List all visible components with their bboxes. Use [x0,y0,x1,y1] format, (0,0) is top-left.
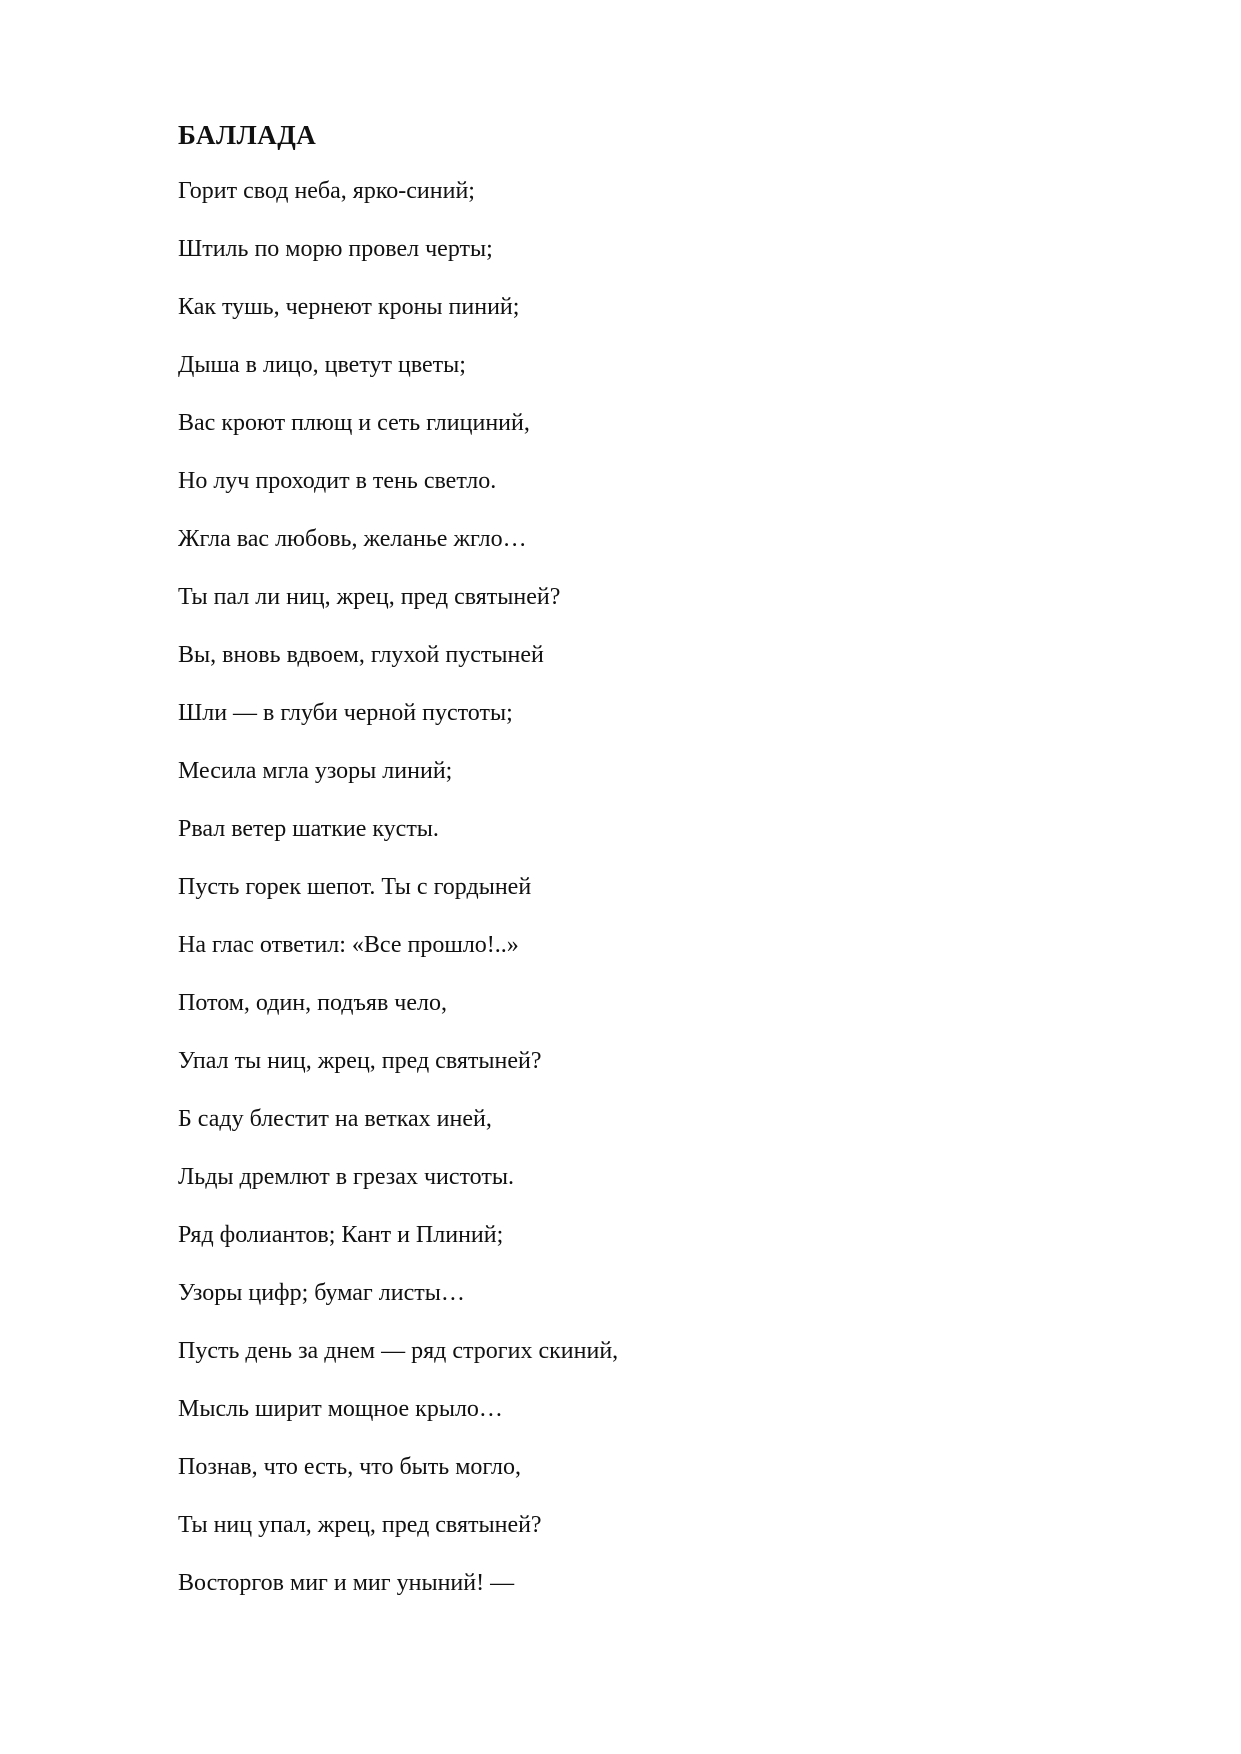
poem-body [178,176,618,1626]
poem-line: Дыша в лицо, цветут цветы; [178,352,466,378]
poem-line: Месила мгла узоры линий; [178,758,453,784]
poem-line: Мысль ширит мощное крыло… [178,1396,503,1422]
poem-title: БАЛЛАДА [178,120,317,150]
poem-line: Рвал ветер шаткие кусты. [178,816,439,842]
poem-line: Но луч проходит в тень светло. [178,468,497,494]
poem-line: Восторгов миг и миг уныний! — [178,1570,515,1596]
poem-line: Познав, что есть, что быть могло, [178,1454,522,1480]
poem-line: Штиль по морю провел черты; [178,236,493,262]
poem-line: Упал ты ниц, жрец, пред святыней? [178,1048,542,1074]
poem-line: Как тушь, чернеют кроны пиний; [178,294,520,320]
poem-line: Шли — в глуби черной пустоты; [178,700,513,726]
poem-line: На глас ответил: «Все прошло!..» [178,932,519,958]
poem-line: Пусть день за днем — ряд строгих скиний, [178,1338,619,1364]
poem-line: Ты ниц упал, жрец, пред святыней? [178,1512,542,1538]
poem-line: Ты пал ли ниц, жрец, пред святыней? [178,584,561,610]
poem-line: Льды дремлют в грезах чистоты. [178,1164,514,1190]
poem-line: Жгла вас любовь, желанье жгло… [178,526,527,552]
poem-line: Узоры цифр; бумаг листы… [178,1280,465,1306]
poem-line: Вас кроют плющ и сеть глициний, [178,410,530,436]
poem-line: Вы, вновь вдвоем, глухой пустыней [178,642,544,668]
poem-line: Потом, один, подъяв чело, [178,990,447,1016]
poem-line: Пусть горек шепот. Ты с гордыней [178,874,532,900]
poem-line: Б саду блестит на ветках иней, [178,1106,492,1132]
poem-line: Ряд фолиантов; Кант и Плиний; [178,1222,504,1248]
poem-line: Горит свод неба, ярко-синий; [178,178,475,204]
